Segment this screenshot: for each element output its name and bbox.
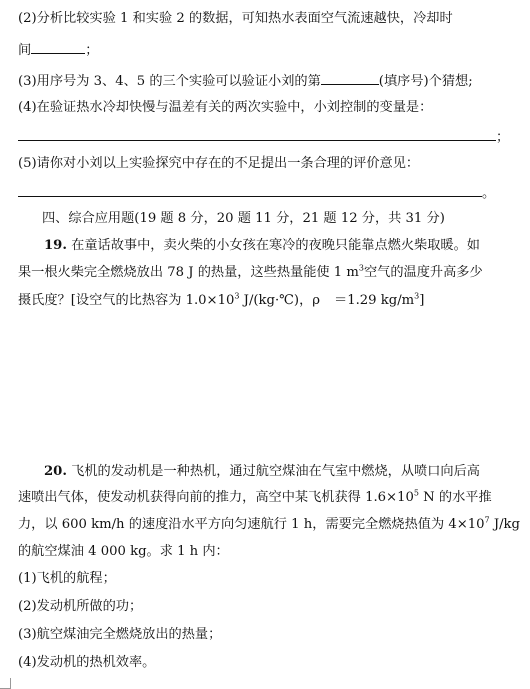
- q19-line2-sup: 3: [358, 263, 364, 273]
- answer-blank[interactable]: [18, 183, 482, 197]
- q3-pre: (3)用序号为 3、4、5 的三个实验可以验证小刘的第: [18, 74, 321, 89]
- q19-line2-post: 空气的温度升高多少: [363, 265, 483, 280]
- q19-line3-sup: 3: [234, 291, 240, 301]
- q19-number: 19.: [44, 238, 67, 253]
- q19-line1-text: 在童话故事中，卖火柴的小女孩在寒冷的夜晚只能靠点燃火柴取暖。如: [66, 238, 480, 253]
- q20-item: (2)发动机所做的功；: [18, 599, 143, 614]
- q20-number: 20.: [44, 464, 67, 479]
- q20-line1: [44, 463, 480, 481]
- q3-line: [18, 71, 473, 91]
- q4-answer-line: [18, 127, 509, 147]
- q20-line1-text: 飞机的发动机是一种热机，通过航空煤油在气室中燃烧，从喷口向后高: [66, 464, 480, 479]
- q19-line3: [18, 292, 424, 310]
- page-corner-mark: [0, 678, 11, 689]
- q2-line2: [18, 40, 98, 60]
- q19-line2: [18, 264, 483, 282]
- q20-item: (4)发动机的热机效率。: [18, 655, 156, 670]
- q19-line2-pre: 果一根火柴完全燃烧放出 78 J 的热量，这些热量能使 1 m: [18, 265, 359, 280]
- q20-line3-pre: 力，以 600 km/h 的速度沿水平方向匀速航行 1 h，需要完全燃烧热值为 4×10: [18, 517, 485, 532]
- q5-answer-line: [18, 183, 495, 203]
- q20-line2-sup: 5: [413, 488, 419, 498]
- q20-line3-post: J/kg: [489, 517, 520, 532]
- q4-line: (4)在验证热水冷却快慢与温差有关的两次实验中，小刘控制的变量是：: [18, 100, 433, 115]
- q19-line3-mid: J/(kg·℃)，ρ: [239, 293, 321, 308]
- q20-line2-pre: 速喷出气体，使发动机获得向前的推力，高空中某飞机获得 1.6×10: [18, 490, 414, 505]
- q19-line3-pre: 摄氏度？[设空气的比热容为 1.0×10: [18, 293, 235, 308]
- q19-line3-post: ＝1.29 kg/m: [334, 293, 415, 308]
- q19-line1: [44, 237, 480, 255]
- q20-line3-sup: 7: [484, 515, 490, 525]
- q3-post: (填序号)个猜想;: [378, 74, 473, 89]
- q4-end: ；: [496, 130, 510, 145]
- q20-line2: [18, 489, 492, 507]
- answer-blank[interactable]: [31, 40, 85, 54]
- q19-line3-sup2: 3: [414, 291, 420, 301]
- q20-item: (3)航空煤油完全燃烧放出的热量；: [18, 627, 222, 642]
- q5-line: (5)请你对小刘以上实验探究中存在的不足提出一条合理的评价意见：: [18, 156, 420, 171]
- q20-line2-post: N 的水平推: [418, 490, 492, 505]
- q2-line2-post: ；: [85, 43, 99, 58]
- q2-line1: (2)分析比较实验 1 和实验 2 的数据，可知热水表面空气流速越快，冷却时: [18, 11, 453, 26]
- q2-line2-pre: 间: [18, 43, 32, 58]
- q20-line4: 的航空煤油 4 000 kg。求 1 h 内：: [18, 544, 229, 559]
- answer-blank[interactable]: [18, 127, 496, 141]
- q19-line3-end: ]: [419, 293, 425, 308]
- answer-blank[interactable]: [321, 71, 379, 85]
- q20-item: (1)飞机的航程；: [18, 571, 116, 586]
- q20-line3: [18, 516, 520, 534]
- q5-end: 。: [482, 186, 496, 201]
- section4-title: 四、综合应用题(19 题 8 分，20 题 11 分，21 题 12 分，共 31 分): [42, 211, 445, 226]
